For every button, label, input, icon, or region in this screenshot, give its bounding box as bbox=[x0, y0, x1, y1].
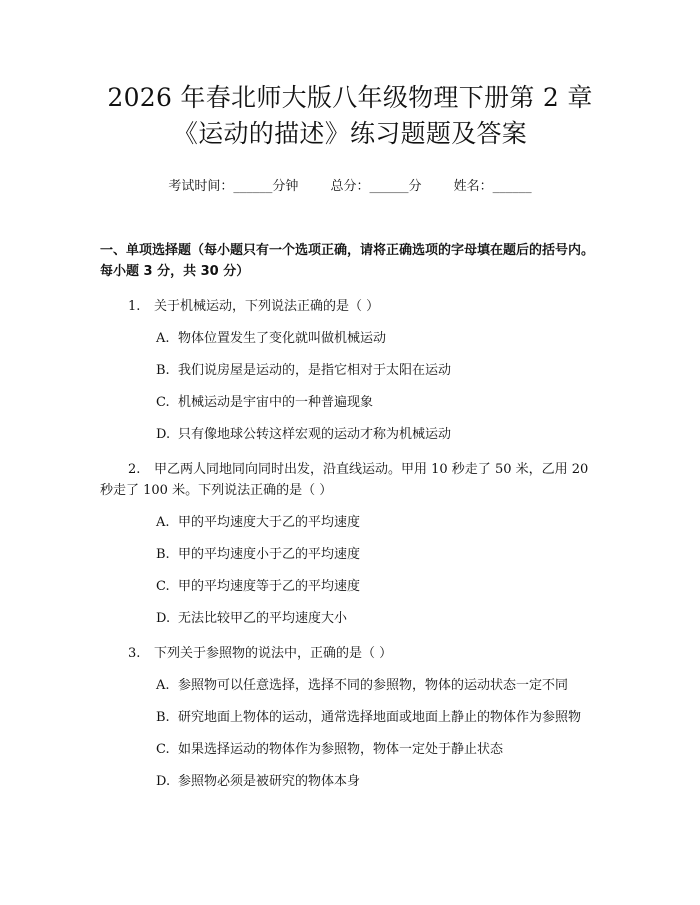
option-3b bbox=[100, 707, 600, 728]
option-letter: B. bbox=[156, 547, 170, 562]
question-text: 关于机械运动，下列说法正确的是（ ） bbox=[154, 299, 380, 314]
question-number: 2. bbox=[128, 462, 141, 477]
option-1d bbox=[100, 424, 600, 445]
question-3 bbox=[100, 643, 600, 664]
option-text: 我们说房屋是运动的，是指它相对于太阳在运动 bbox=[178, 363, 452, 378]
document-title bbox=[100, 80, 600, 152]
option-text: 甲的平均速度小于乙的平均速度 bbox=[178, 547, 361, 562]
option-2b bbox=[100, 544, 600, 565]
option-text: 甲的平均速度大于乙的平均速度 bbox=[178, 515, 361, 530]
option-letter: D. bbox=[156, 774, 171, 789]
option-text: 只有像地球公转这样宏观的运动才称为机械运动 bbox=[178, 427, 452, 442]
exam-meta bbox=[100, 178, 600, 196]
option-text: 甲的平均速度等于乙的平均速度 bbox=[178, 579, 361, 594]
option-1a bbox=[100, 328, 600, 349]
section-title: 一、单项选择题（每小题只有一个选项正确，请将正确选项的字母填在题后的括号内。每小题 3 分，共 30 分） bbox=[100, 243, 595, 279]
option-text: 机械运动是宇宙中的一种普遍现象 bbox=[178, 395, 374, 410]
option-3c bbox=[100, 739, 600, 760]
option-text: 研究地面上物体的运动，通常选择地面或地面上静止的物体作为参照物 bbox=[178, 710, 582, 725]
option-letter: B. bbox=[156, 363, 170, 378]
option-2c bbox=[100, 576, 600, 597]
option-letter: B. bbox=[156, 710, 170, 725]
option-letter: D. bbox=[156, 427, 171, 442]
title-line-1: 2026 年春北师大版八年级物理下册第 2 章 bbox=[107, 83, 593, 112]
title-line-2: 《运动的描述》练习题题及答案 bbox=[172, 119, 528, 148]
question-number: 3. bbox=[128, 646, 141, 661]
question-number: 1. bbox=[128, 299, 141, 314]
option-1b bbox=[100, 360, 600, 381]
option-text: 无法比较甲乙的平均速度大小 bbox=[178, 611, 348, 626]
option-letter: C. bbox=[156, 579, 170, 594]
question-2 bbox=[100, 459, 600, 501]
option-1c bbox=[100, 392, 600, 413]
option-letter: A. bbox=[156, 678, 170, 693]
option-text: 参照物必须是被研究的物体本身 bbox=[178, 774, 361, 789]
student-name: 姓名：______ bbox=[453, 179, 532, 194]
option-2a bbox=[100, 512, 600, 533]
option-text: 如果选择运动的物体作为参照物，物体一定处于静止状态 bbox=[178, 742, 504, 757]
question-text: 下列关于参照物的说法中，正确的是（ ） bbox=[154, 646, 393, 661]
option-3a bbox=[100, 675, 600, 696]
option-letter: D. bbox=[156, 611, 171, 626]
exam-time: 考试时间：______分钟 bbox=[168, 179, 299, 194]
question-text: 甲乙两人同地同向同时出发，沿直线运动。甲用 10 秒走了 50 米，乙用 20 秒走了 100 米。下列说法正确的是（ ） bbox=[100, 462, 589, 498]
option-letter: C. bbox=[156, 742, 170, 757]
exam-score: 总分：______分 bbox=[330, 179, 422, 194]
option-2d bbox=[100, 608, 600, 629]
option-text: 物体位置发生了变化就叫做机械运动 bbox=[178, 331, 387, 346]
option-text: 参照物可以任意选择，选择不同的参照物，物体的运动状态一定不同 bbox=[178, 678, 569, 693]
option-3d bbox=[100, 771, 600, 792]
option-letter: A. bbox=[156, 515, 170, 530]
option-letter: C. bbox=[156, 395, 170, 410]
option-letter: A. bbox=[156, 331, 170, 346]
question-1 bbox=[100, 296, 600, 317]
